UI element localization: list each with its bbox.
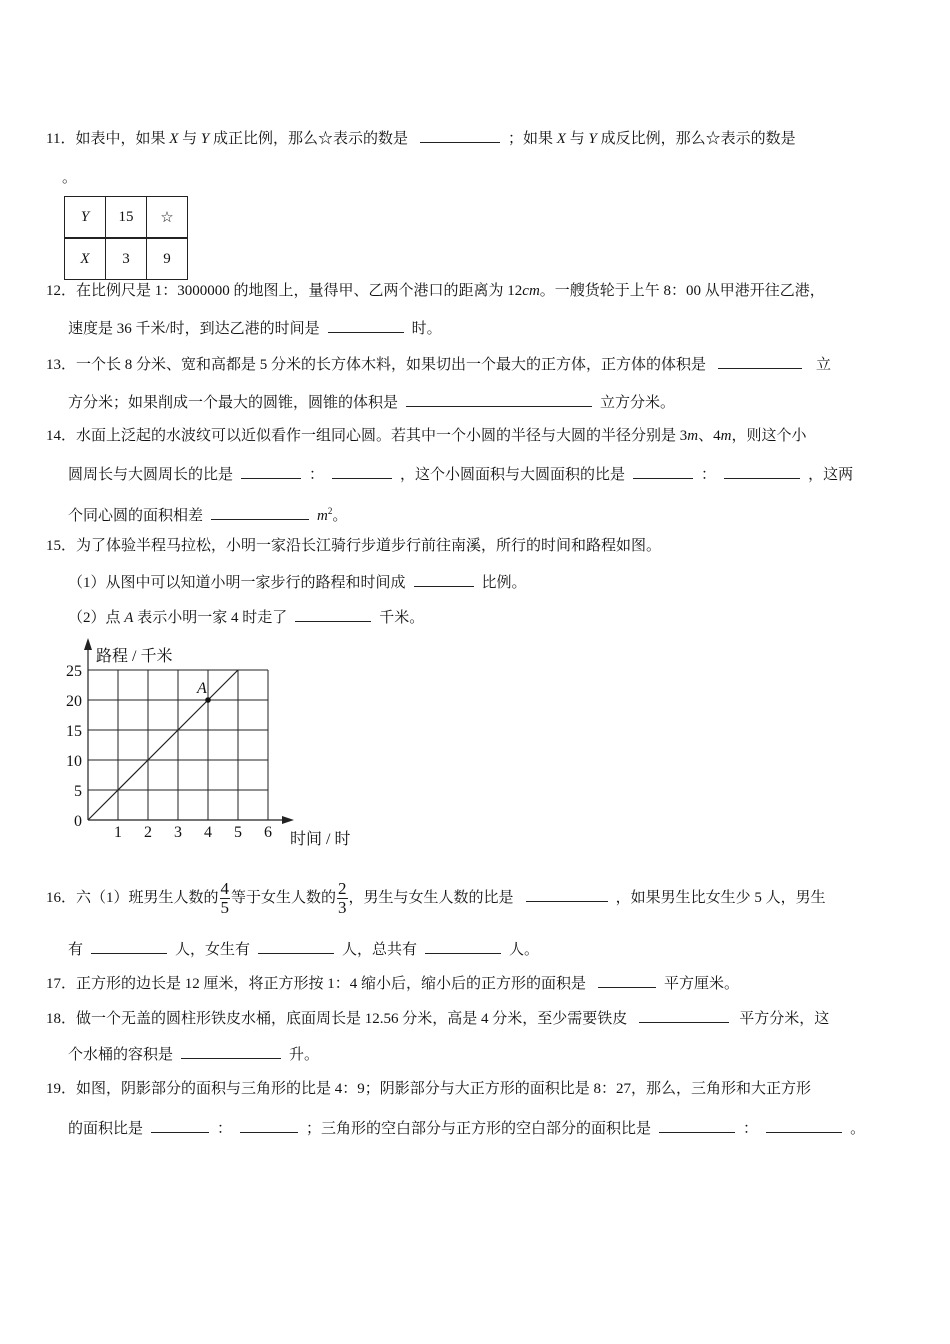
text: 如表中，如果 [75,131,170,147]
answer-blank[interactable] [659,1118,735,1133]
question-16 [46,880,826,917]
answer-blank[interactable] [425,939,501,954]
q-number: 12． [46,283,77,299]
question-14-cont [68,464,853,485]
text: ，如果男生比女生少 5 人，男生 [615,890,826,906]
text: 人，总共有 [342,942,418,958]
y-tick-label: 25 [66,663,82,680]
text: 升。 [289,1047,320,1063]
question-18 [46,1008,829,1029]
text: 人。 [509,942,540,958]
text: 、4 [698,428,721,444]
text: ： [743,1121,759,1137]
text: 个同心圆的面积相差 [68,508,204,524]
answer-blank[interactable] [526,887,608,902]
y-axis-arrow [84,638,92,650]
x-tick-label: 3 [174,824,182,841]
numerator: 2 [338,879,347,899]
answer-blank[interactable] [766,1118,842,1133]
point-a [205,697,211,703]
x-tick-label: 0 [74,813,82,830]
answer-blank[interactable] [151,1118,209,1133]
question-15 [46,536,661,556]
q-number: 17． [46,976,77,992]
text: ： [701,467,717,483]
text: 。一艘货轮于上午 8：00 从甲港开往乙港， [539,283,825,299]
q-number: 13． [46,357,77,373]
question-13 [46,354,831,375]
series-line [88,670,238,820]
x-tick-label: 6 [264,824,272,841]
var-y: Y [200,131,210,147]
answer-blank[interactable] [241,464,301,479]
y-tick-label: 20 [66,693,82,710]
answer-blank[interactable] [258,939,334,954]
answer-blank[interactable] [718,354,802,369]
x-tick-label: 4 [204,824,212,841]
text: ，这个小圆面积与大圆面积的比是 [400,467,626,483]
distance-time-chart [60,630,370,850]
period: 。 [62,170,78,186]
q-number: 16． [46,890,77,906]
fraction-2-3 [337,880,348,917]
text: ；三角形的空白部分与正方形的空白部分的面积比是 [306,1121,652,1137]
y-tick-label: 15 [66,723,82,740]
text: 与 [178,131,201,147]
text: 水面上泛起的水波纹可以近似看作一组同心圆。若其中一个小圆的半径与大圆的半径分别是 3 [76,428,688,444]
point-label: A [124,610,134,626]
text: ： [217,1121,233,1137]
var-x: X [169,131,179,147]
text: 比例。 [481,575,527,591]
text: 速度是 36 千米/时，到达乙港的时间是 [68,321,320,337]
text: 成反比例，那么☆表示的数是 [596,131,796,147]
x-axis-title: 时间 / 时 [290,831,351,848]
question-12-cont [68,318,442,339]
point-a-label: A [197,680,207,697]
text: ；如果 [508,131,557,147]
question-16-cont [68,939,539,960]
question-19-cont [68,1118,865,1139]
text: 等于女生人数的 [231,890,337,906]
denominator: 5 [220,898,230,918]
text: 正方形的边长是 12 厘米，将正方形按 1：4 缩小后，缩小后的正方形的面积是 [76,976,587,992]
y-axis-title: 路程 / 千米 [96,648,173,665]
cell: ☆ [147,197,188,239]
denominator: 3 [338,898,347,918]
text: 立方分米。 [600,395,676,411]
question-14-cont2 [68,501,347,526]
question-13-cont [68,392,675,413]
text: 立 [816,357,832,373]
text: 。 [850,1121,866,1137]
answer-blank[interactable] [181,1044,281,1059]
text: 成正比例，那么☆表示的数是 [209,131,409,147]
answer-blank[interactable] [240,1118,298,1133]
answer-blank[interactable] [633,464,693,479]
text: ： [309,467,325,483]
text: 与 [565,131,589,147]
q-number: 14． [46,428,77,444]
text: 一个长 8 分米、宽和高都是 5 分米的长方体木料，如果切出一个最大的正方体，正方体的体积是 [76,357,707,373]
q-number: 11． [46,131,76,147]
text: ，男生与女生人数的比是 [348,890,514,906]
answer-blank[interactable] [414,572,474,587]
text: 六（1）班男生人数的 [76,890,219,906]
var-x: X [556,131,566,147]
text: 。 [332,508,348,524]
text: 平方分米，这 [739,1011,830,1027]
question-17 [46,973,739,994]
answer-blank[interactable] [328,318,404,333]
answer-blank[interactable] [420,128,500,143]
text: 的面积比是 [68,1121,144,1137]
question-12 [46,281,825,301]
text: 平方厘米。 [664,976,740,992]
answer-blank[interactable] [332,464,392,479]
text: 如图，阴影部分的面积与三角形的比是 4：9；阴影部分与大正方形的面积比是 8：27，那么，三角形和大正方形 [76,1081,812,1097]
question-14 [46,426,807,446]
cell: X [80,250,90,267]
question-15-part2 [68,607,424,628]
text: ，这两 [808,467,854,483]
unit: m [687,428,699,444]
text: 表示小明一家 4 时走了 [133,610,288,626]
cell: Y [80,208,90,225]
text: 个水桶的容积是 [68,1047,174,1063]
y-tick-label: 5 [74,783,82,800]
answer-blank[interactable] [211,505,309,520]
unit: m [317,508,328,524]
q-number: 18． [46,1011,77,1027]
q-number: 19． [46,1081,77,1097]
text: ，则这个小 [731,428,807,444]
y-tick-label: 10 [66,753,82,770]
x-tick-label: 1 [114,824,122,841]
var-y: Y [588,131,597,147]
answer-blank[interactable] [724,464,800,479]
text: 在比例尺是 1：3000000 的地图上，量得甲、乙两个港口的距离为 12 [76,283,523,299]
text: 为了体验半程马拉松，小明一家沿长江骑行步道步行前往南溪，所行的时间和路程如图。 [76,538,662,554]
cell: 9 [147,238,188,280]
x-tick-label: 2 [144,824,152,841]
fraction-4-5 [220,880,231,917]
unit: m [720,428,732,444]
text: 人，女生有 [175,942,251,958]
text: 有 [68,942,84,958]
question-18-cont [68,1044,319,1065]
text: 时。 [411,321,442,337]
answer-blank[interactable] [639,1008,729,1023]
xy-table [64,196,188,280]
answer-blank[interactable] [598,973,656,988]
text: 千米。 [379,610,425,626]
question-15-part1 [68,572,527,593]
text: （2）点 [68,610,125,626]
unit: cm [522,283,540,299]
x-tick-label: 5 [234,824,242,841]
answer-blank[interactable] [406,392,592,407]
cell: 15 [106,197,147,239]
text: 做一个无盖的圆柱形铁皮水桶，底面周长是 12.56 分米，高是 4 分米，至少需要铁皮 [76,1011,628,1027]
superscript: 2 [327,506,333,516]
answer-blank[interactable] [91,939,167,954]
q-number: 15． [46,538,77,554]
answer-blank[interactable] [295,607,371,622]
text: 圆周长与大圆周长的比是 [68,467,234,483]
x-axis-arrow [282,816,294,824]
text: （1）从图中可以知道小明一家步行的路程和时间成 [68,575,406,591]
numerator: 4 [220,879,230,899]
cell: 3 [106,238,147,280]
text: 方分米；如果削成一个最大的圆锥，圆锥的体积是 [68,395,399,411]
question-19 [46,1079,811,1099]
question-11 [46,128,796,149]
